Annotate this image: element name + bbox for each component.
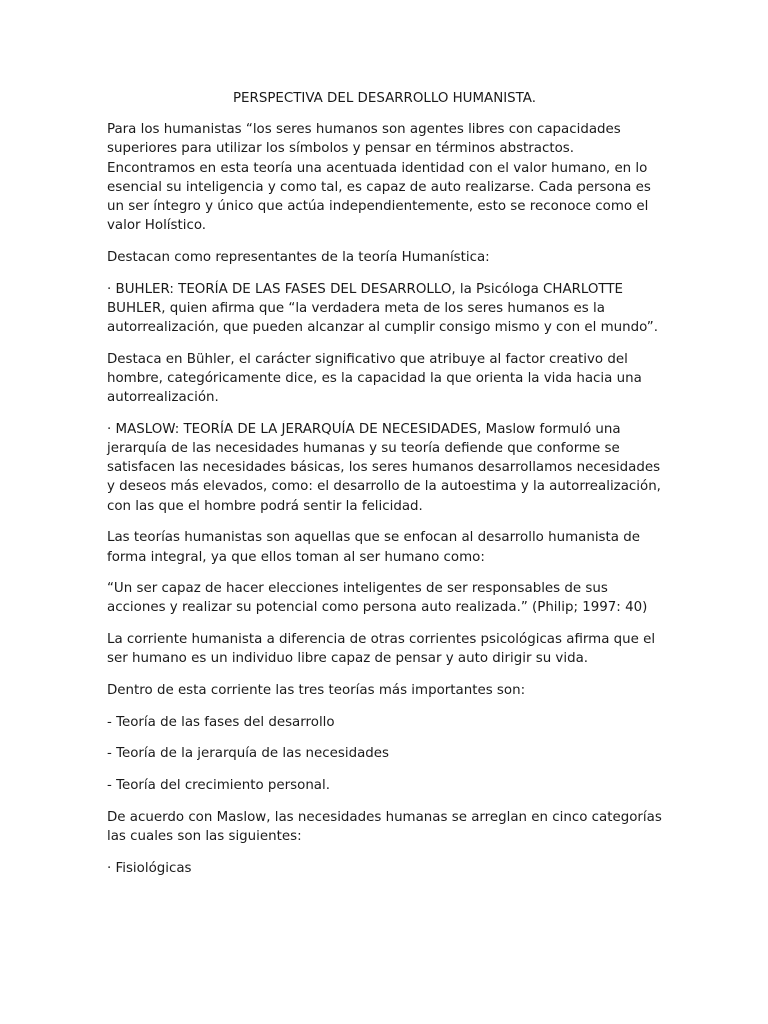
paragraph-humanist-theories: Las teorías humanistas son aquellas que se enfocan al desarrollo humanista de forma integral, ya que ellos toman al ser humano como: xyxy=(107,530,640,565)
paragraph-representatives: Destacan como representantes de la teoría Humanística: xyxy=(107,249,490,265)
paragraph-buhler-creative: Destaca en Bühler, el carácter significativo que atribuye al factor creativo del hombre, categóricamente dice, es la capacidad la que orienta la vida hacia una autorrealización. xyxy=(107,351,642,406)
document-title: PERSPECTIVA DEL DESARROLLO HUMANISTA. xyxy=(232,91,536,106)
list-item-growth: - Teoría del crecimiento personal. xyxy=(107,778,330,794)
list-item-physiological: · Fisiológicas xyxy=(107,860,192,876)
list-item-phases: - Teoría de las fases del desarrollo xyxy=(107,714,335,730)
paragraph-buhler: · BUHLER: TEORÍA DE LAS FASES DEL DESARROLLO, la Psicóloga CHARLOTTE BUHLER, quien afirma que “la verdadera meta de los seres humanos es la autorrealización, que pueden alcanzar al cumplir consigo mismo y con el mundo”. xyxy=(107,281,658,336)
paragraph-maslow-categories: De acuerdo con Maslow, las necesidades humanas se arreglan en cinco categorías las cuales son las siguientes: xyxy=(107,809,662,845)
paragraph-humanist-current: La corriente humanista a diferencia de otras corrientes psicológicas afirma que el ser humano es un individuo libre capaz de pensar y auto dirigir su vida. xyxy=(107,632,656,667)
paragraph-quote: “Un ser capaz de hacer elecciones inteligentes de ser responsables de sus acciones y realizar su potencial como persona auto realizada.” (Philip; 1997: 40) xyxy=(107,581,648,616)
list-item-hierarchy: - Teoría de la jerarquía de las necesidades xyxy=(107,746,389,762)
paragraph-intro: Para los humanistas “los seres humanos son agentes libres con capacidades superiores para utilizar los símbolos y pensar en términos abstractos. Encontramos en esta teoría una acentuada identidad con el valor humano, en lo esencial su inteligencia y como tal, es capaz de auto realizarse. Cada persona es un ser íntegro y único que actúa independientemente, esto se reconoce como el valor Holístico. xyxy=(107,122,651,234)
paragraph-three-theories: Dentro de esta corriente las tres teorías más importantes son: xyxy=(107,683,526,699)
paragraph-maslow: · MASLOW: TEORÍA DE LA JERARQUÍA DE NECESIDADES, Maslow formuló una jerarquía de las necesidades humanas y su teoría defiende que conforme se satisfacen las necesidades básicas, los seres humanos desarrollamos necesidades y deseos más elevados, como: el desarrollo de la autoestima y la autorrealización, con las que el hombre podrá sentir la felicidad. xyxy=(107,421,661,514)
